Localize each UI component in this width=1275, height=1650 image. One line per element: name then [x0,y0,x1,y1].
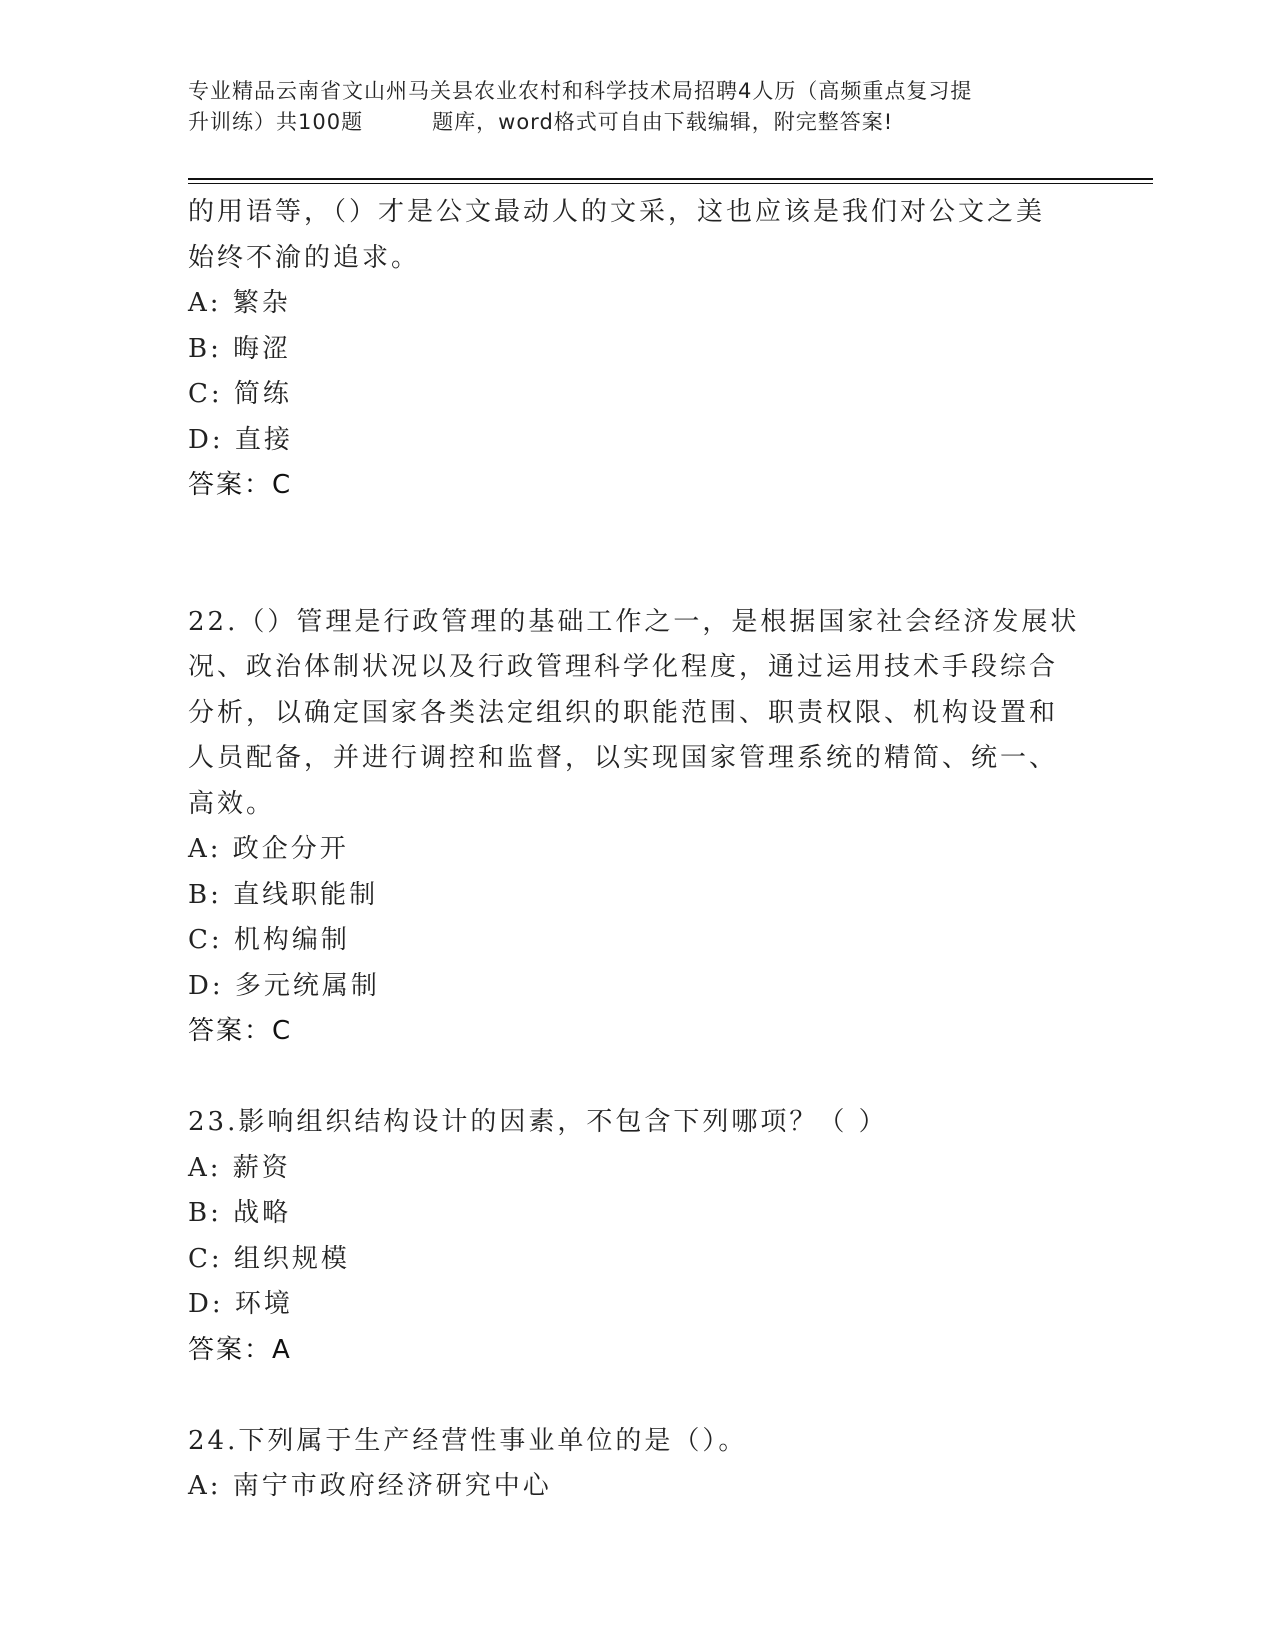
answer-line: 答案：C [188,1016,293,1046]
option-a: A: 薪资 [188,1152,291,1183]
spacer [188,554,1088,600]
spacer [188,1055,1088,1101]
question-21-continued [188,190,1088,509]
question-23 [188,1100,1088,1373]
question-text-line: 始终不渝的追求。 [188,242,421,273]
question-text-line: 况、政治体制状况以及行政管理科学化程度，通过运用技术手段综合 [188,652,1059,682]
header-title-line-2: 升训练）共100题 题库，word格式可自由下载编辑，附完整答案! [188,110,894,134]
question-text-line: 23.影响组织结构设计的因素，不包含下列哪项？（ ） [188,1107,888,1137]
question-text-line: 分析，以确定国家各类法定组织的职能范围、职责权限、机构设置和 [188,697,1059,728]
header-title-line-1: 专业精品云南省文山州马关县农业农村和科学技术局招聘4人历（高频重点复习提 [188,79,973,103]
answer-line: 答案：A [188,1334,292,1365]
option-b: B: 战略 [188,1198,292,1228]
question-content [188,190,1088,1510]
option-c: C: 机构编制 [188,925,350,955]
answer-line: 答案：C [188,470,293,500]
option-d: D: 多元统属制 [188,970,380,1001]
spacer [188,509,1088,555]
option-a: A: 繁杂 [188,288,291,318]
question-text-line: 的用语等，（）才是公文最动人的文采，这也应该是我们对公文之美 [188,197,1046,227]
header-divider-thick [188,178,1153,180]
option-a: A: 政企分开 [188,834,349,864]
question-24 [188,1419,1088,1510]
option-c: C: 组织规模 [188,1243,350,1274]
question-text-line: 22.（）管理是行政管理的基础工作之一，是根据国家社会经济发展状 [188,606,1080,637]
header-divider-thin [188,183,1153,184]
option-d: D: 环境 [188,1289,293,1319]
option-c: C: 简练 [188,379,292,409]
question-text-line: 高效。 [188,788,276,819]
question-text-line: 人员配备，并进行调控和监督，以实现国家管理系统的精简、统一、 [188,743,1059,773]
spacer [188,1373,1088,1419]
question-22 [188,600,1088,1055]
document-header [188,76,1088,138]
option-b: B: 直线职能制 [188,879,379,910]
option-b: B: 晦涩 [188,333,292,364]
question-text-line: 24.下列属于生产经营性事业单位的是（）。 [188,1425,748,1456]
option-d: D: 直接 [188,424,293,455]
option-a: A: 南宁市政府经济研究中心 [188,1471,552,1501]
